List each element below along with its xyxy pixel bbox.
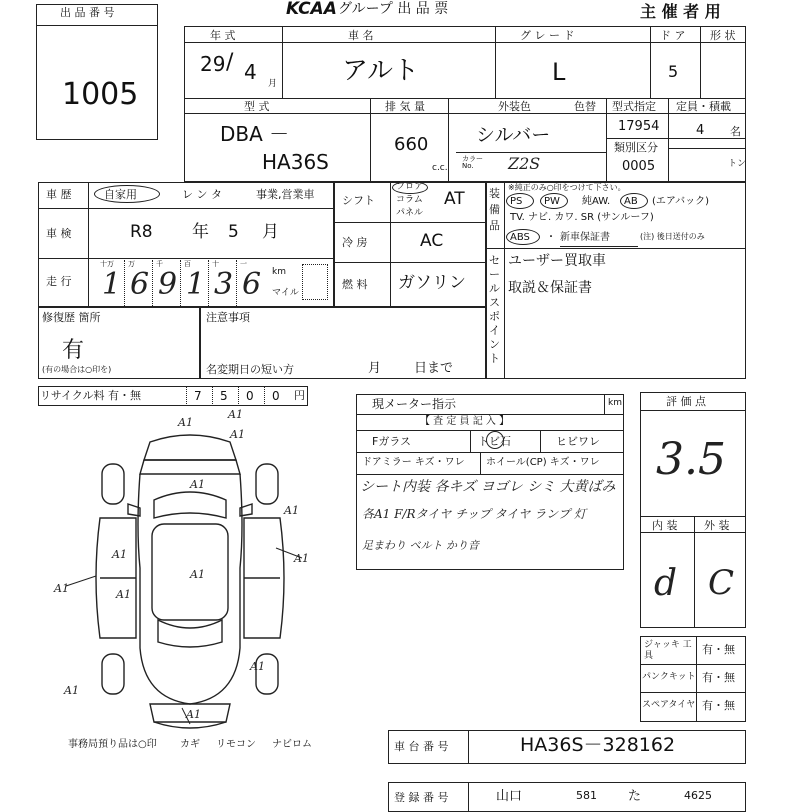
name-change-day: 日まで — [414, 361, 454, 376]
mileage-unit-label: 十 — [212, 260, 219, 268]
equipment-label: 装備品 — [489, 187, 500, 232]
damage-mark: A1 — [284, 504, 299, 517]
meter-unit: km — [608, 398, 622, 408]
equipment-item: ・ — [546, 232, 556, 243]
type-designation-label: 型式指定 — [612, 100, 656, 113]
mileage-divider — [236, 260, 237, 306]
model-prefix: DBA － — [220, 122, 290, 146]
lot-number-box — [36, 4, 158, 140]
car-damage-diagram — [40, 408, 340, 738]
f-glass-label: Fガラス — [372, 435, 411, 448]
puncture-value: 有・無 — [702, 671, 735, 684]
jack-value: 有・無 — [702, 643, 735, 656]
lot-number-label: 出 品 番 号 — [60, 6, 115, 19]
capacity-unit: 名 — [730, 125, 741, 138]
load-unit: トン — [728, 159, 747, 169]
wheel-label: ホイール(CP) キズ・ワレ — [486, 457, 600, 468]
month-value: 4 — [244, 60, 257, 84]
lot-number: 1005 — [62, 77, 139, 112]
shape-label: 形 状 — [710, 29, 736, 42]
rental-use: レ ン タ — [182, 188, 222, 201]
brand-logo: KCAA — [286, 0, 337, 19]
shift-column: コラム — [396, 195, 423, 205]
equipment-circle — [506, 229, 540, 245]
grade-score-label: 評 価 点 — [666, 395, 706, 408]
ac-value: AC — [420, 231, 444, 251]
name-change-label: 名変期日の短い方 — [206, 363, 294, 376]
mileage-digit: 6 — [130, 267, 150, 302]
equipment-item: 新車保証書 — [560, 232, 610, 243]
class-label: 類別区分 — [614, 141, 658, 154]
recycle-digit: 7 — [194, 389, 202, 403]
capacity-label: 定員・積載 — [676, 100, 731, 113]
sheet-title: グループ 出 品 票 — [338, 1, 449, 17]
mile-label: マイル — [272, 288, 299, 298]
inspector-comment-3: 足まわり ベルト かり音 — [362, 539, 479, 552]
recycle-unit: 円 — [294, 389, 305, 402]
mile-checkbox — [302, 264, 328, 300]
color-no: Z2S — [508, 154, 541, 173]
recycle-digit: 0 — [246, 389, 254, 403]
damage-mark: A1 — [178, 416, 193, 429]
spare-value: 有・無 — [702, 699, 735, 712]
doors-label: ド ア — [660, 29, 686, 42]
hibi-label: ヒビワレ — [556, 435, 600, 448]
damage-mark: A1 — [230, 428, 245, 441]
registration-kana: た — [628, 789, 642, 804]
inspection-month-word: 月 — [262, 222, 279, 242]
mileage-digit: 1 — [186, 267, 206, 302]
mileage-unit-label: 一 — [240, 260, 247, 268]
grade-score: 3.5 — [656, 434, 726, 485]
equipment-item: (注) 後日送付のみ — [640, 232, 705, 241]
registration-class: 581 — [576, 789, 597, 802]
sales-point-label: セールスポイント — [489, 254, 500, 365]
model-code: HA36S — [262, 150, 329, 174]
history-label: 車 歴 — [46, 188, 72, 201]
shift-panel: パネル — [396, 208, 424, 218]
diagram-footer: 事務局預り品は○印 — [68, 739, 157, 750]
car-name-label: 車 名 — [348, 29, 374, 42]
recycle-label: リサイクル料 有・無 — [40, 389, 141, 402]
inspector-label: 【 査 定 員 記 入 】 — [420, 416, 510, 427]
damage-mark: A1 — [54, 582, 69, 595]
chassis-number: HA36S－328162 — [520, 734, 676, 756]
notes-label: 注意事項 — [206, 311, 250, 324]
recycle-divider — [238, 386, 239, 406]
chassis-label: 車 台 番 号 — [394, 740, 449, 753]
shift-label: シフト — [342, 194, 375, 207]
inspection-year-word: 年 — [192, 222, 209, 242]
equipment-item: ABS — [510, 232, 530, 243]
damage-mark: A1 — [186, 708, 201, 721]
jack-label: ジャッキ 工 具 — [644, 640, 692, 661]
displacement-label: 排 気 量 — [385, 100, 425, 113]
keys-label: カギ — [180, 739, 200, 750]
interior-label: 内 装 — [652, 519, 678, 532]
damage-mark: A1 — [294, 552, 309, 565]
displacement-value: 660 — [394, 134, 429, 155]
registration-area: 山口 — [496, 789, 523, 804]
damage-mark: A1 — [64, 684, 79, 697]
interior-grade: d — [654, 563, 678, 604]
business-use: 事業,営業車 — [256, 188, 315, 201]
exterior-label: 外 装 — [704, 519, 730, 532]
recycle-digit: 5 — [220, 389, 228, 403]
private-use: 自家用 — [104, 188, 137, 201]
inspection-era: R8 — [130, 222, 153, 242]
exterior-grade: C — [708, 563, 735, 603]
type-designation: 17954 — [618, 119, 660, 134]
sales-point-line-1: ユーザー買取車 — [508, 253, 606, 269]
inspector-comment-2: 各A1 F/Rタイヤ チップ タイヤ ランプ 灯 — [362, 507, 586, 521]
equipment-line-2: TV. ナビ. カワ. SR (サンルーフ) — [510, 212, 654, 223]
equipment-item: PS — [510, 196, 523, 207]
cc-unit: c.c. — [432, 163, 448, 173]
remote-label: リモコン — [216, 739, 256, 750]
mileage-unit-label: 千 — [156, 260, 163, 268]
ac-label: 冷 房 — [342, 236, 368, 249]
fuel-label: 燃 料 — [342, 278, 368, 291]
mileage-divider — [180, 260, 181, 306]
year-label: 年 式 — [210, 29, 236, 42]
equipment-underline — [560, 246, 638, 247]
recycle-digit: 0 — [272, 389, 280, 403]
equipment-circle — [540, 193, 568, 209]
model-label: 型 式 — [244, 100, 270, 113]
mileage-unit-label: 十万 — [100, 260, 114, 268]
recycle-divider — [212, 386, 213, 406]
grade-value: L — [552, 58, 566, 86]
shift-floor: フロア — [396, 182, 424, 192]
damage-mark: A1 — [112, 548, 127, 561]
color-change-label: 色替 — [574, 100, 596, 113]
mileage-unit-label: 万 — [128, 260, 135, 268]
transmission-value: AT — [444, 189, 465, 209]
doors-value: 5 — [668, 62, 679, 81]
class-code: 0005 — [622, 159, 656, 174]
mileage-divider — [124, 260, 125, 306]
damage-mark: A1 — [250, 660, 265, 673]
recycle-divider — [186, 386, 187, 406]
capacity-value: 4 — [696, 123, 705, 138]
spare-label: スペアタイヤ — [642, 700, 696, 710]
inspection-label: 車 検 — [46, 227, 72, 240]
color-no-label: カラー No. — [462, 155, 483, 170]
tobi-label: トビ石 — [478, 435, 511, 448]
mileage-digit: 3 — [214, 267, 234, 302]
inspector-comment-1: シート内装 各キズ ヨゴレ シミ 大黄ばみ — [360, 479, 616, 495]
registration-label: 登 録 番 号 — [394, 791, 449, 804]
registration-number: 4625 — [684, 789, 712, 802]
damage-mark: A1 — [228, 408, 243, 421]
year-value: 29 — [200, 52, 226, 76]
equipment-circle — [620, 193, 648, 209]
mileage-digit: 6 — [242, 267, 262, 302]
sales-point-line-2: 取説＆保証書 — [508, 280, 592, 296]
exterior-color: シルバー — [476, 124, 551, 146]
repair-note: (有の場合は○印を) — [42, 365, 112, 374]
equipment-item: 純AW. — [582, 196, 611, 207]
mirror-label: ドアミラー キズ・ワレ — [362, 457, 465, 468]
tobi-circle — [486, 431, 504, 449]
mileage-divider — [208, 260, 209, 306]
equipment-item: (エアバック) — [652, 196, 710, 207]
meter-label: 現メーター指示 — [372, 397, 457, 411]
month-unit: 月 — [268, 79, 278, 89]
mileage-unit-label: 百 — [184, 260, 191, 268]
equipment-circle — [506, 193, 534, 209]
year-slash: / — [226, 50, 234, 75]
equipment-note: ※純正のみ○印をつけて下さい。 — [508, 183, 626, 192]
mileage-digit: 9 — [158, 267, 178, 302]
organizer-label: 主 催 者 用 — [640, 2, 721, 21]
equipment-item: PW — [544, 196, 560, 207]
fuel-value: ガソリン — [398, 273, 466, 293]
inspection-month: 5 — [228, 222, 239, 242]
car-name: アルト — [342, 56, 419, 86]
recycle-divider — [264, 386, 265, 406]
repair-label: 修復歴 箇所 — [42, 311, 101, 324]
repair-value: 有 — [62, 338, 85, 363]
mileage-label: 走 行 — [46, 275, 72, 288]
damage-mark: A1 — [190, 478, 205, 491]
mileage-digit: 1 — [102, 267, 122, 302]
puncture-label: パンクキット — [642, 672, 696, 682]
navi-label: ナビロム — [272, 739, 312, 750]
damage-mark: A1 — [190, 568, 205, 581]
grade-label: グ レ ー ド — [520, 29, 575, 42]
mileage-divider — [152, 260, 153, 306]
name-change-month: 月 — [368, 361, 382, 376]
exterior-color-label: 外装色 — [498, 100, 531, 113]
km-label: km — [272, 267, 286, 277]
equipment-item: AB — [624, 196, 638, 207]
damage-mark: A1 — [116, 588, 131, 601]
